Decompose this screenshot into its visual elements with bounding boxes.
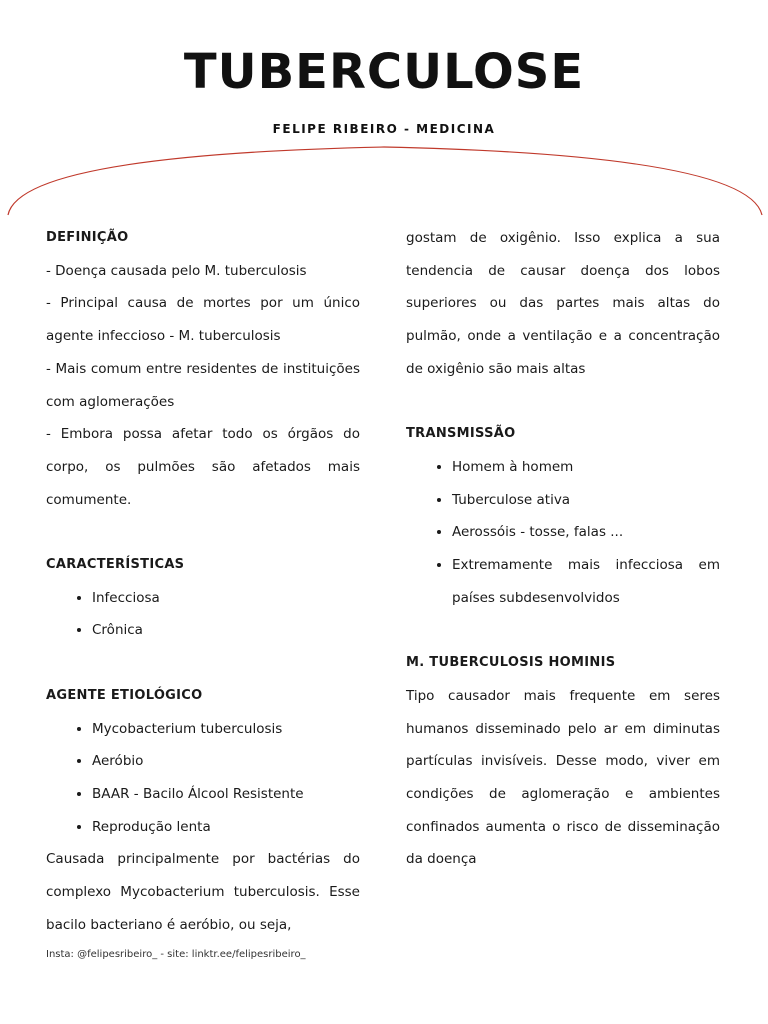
agente-paragraph-part1: Causada principalmente por bactérias do complexo Mycobacterium tuberculosis. Esse bacilo bacteriano é aeróbio, ou seja, bbox=[46, 851, 360, 933]
list-item: • Mycobacterium tuberculosis bbox=[92, 713, 360, 746]
heading-caracteristicas: CARACTERÍSTICAS bbox=[46, 557, 185, 573]
list-item: • Infecciosa bbox=[92, 582, 360, 615]
heading-transmissao: TRANSMISSÃO bbox=[406, 426, 516, 442]
agente-paragraph-part2: gostam de oxigênio. Isso explica a sua tendencia de causar doença dos lobos superiores ou das partes mais altas do pulmão, onde a ventilação e a concentração de oxigênio são mais altas bbox=[406, 230, 720, 377]
hominis-paragraph: Tipo causador mais frequente em seres humanos disseminado pelo ar em diminutas partículas invisíveis. Desse modo, viver em condições de aglomeração e ambientes confinados aumenta o risco de disseminação da doença bbox=[406, 687, 720, 868]
definicao-line: - Doença causada pelo M. tuberculosis bbox=[46, 262, 307, 279]
left-column bbox=[46, 222, 360, 941]
list-item: • Tuberculose ativa bbox=[452, 484, 720, 517]
definicao-line: - Mais comum entre residentes de instituições com aglomerações bbox=[46, 360, 360, 410]
list-item: • Aerossóis - tosse, falas ... bbox=[452, 516, 720, 549]
author-subtitle: FELIPE RIBEIRO - MEDICINA bbox=[272, 122, 496, 136]
heading-definicao: DEFINIÇÃO bbox=[46, 230, 129, 245]
caracteristicas-list bbox=[46, 582, 360, 647]
agente-list bbox=[46, 713, 360, 844]
heading-agente: AGENTE ETIOLÓGICO bbox=[46, 687, 203, 703]
page-title: TUBERCULOSE bbox=[183, 44, 585, 100]
list-item: • BAAR - Bacilo Álcool Resistente bbox=[92, 778, 360, 811]
heading-hominis: M. TUBERCULOSIS HOMINIS bbox=[406, 655, 616, 671]
footer-social-links: Insta: @felipesribeiro_ - site: linktr.ee/felipesribeiro_ bbox=[46, 949, 306, 960]
transmissao-list bbox=[406, 451, 720, 615]
list-item: • Aeróbio bbox=[92, 745, 360, 778]
list-item: • Crônica bbox=[92, 614, 360, 647]
definicao-line: - Principal causa de mortes por um único agente infeccioso - M. tuberculosis bbox=[46, 295, 360, 345]
right-column bbox=[406, 222, 720, 876]
list-item: • Reprodução lenta bbox=[92, 811, 360, 844]
list-item: • Homem à homem bbox=[452, 451, 720, 484]
decorative-arc bbox=[0, 135, 768, 220]
definicao-line: - Embora possa afetar todo os órgãos do corpo, os pulmões são afetados mais comumente. bbox=[46, 426, 360, 508]
list-item: • Extremamente mais infecciosa em países subdesenvolvidos bbox=[452, 549, 720, 614]
